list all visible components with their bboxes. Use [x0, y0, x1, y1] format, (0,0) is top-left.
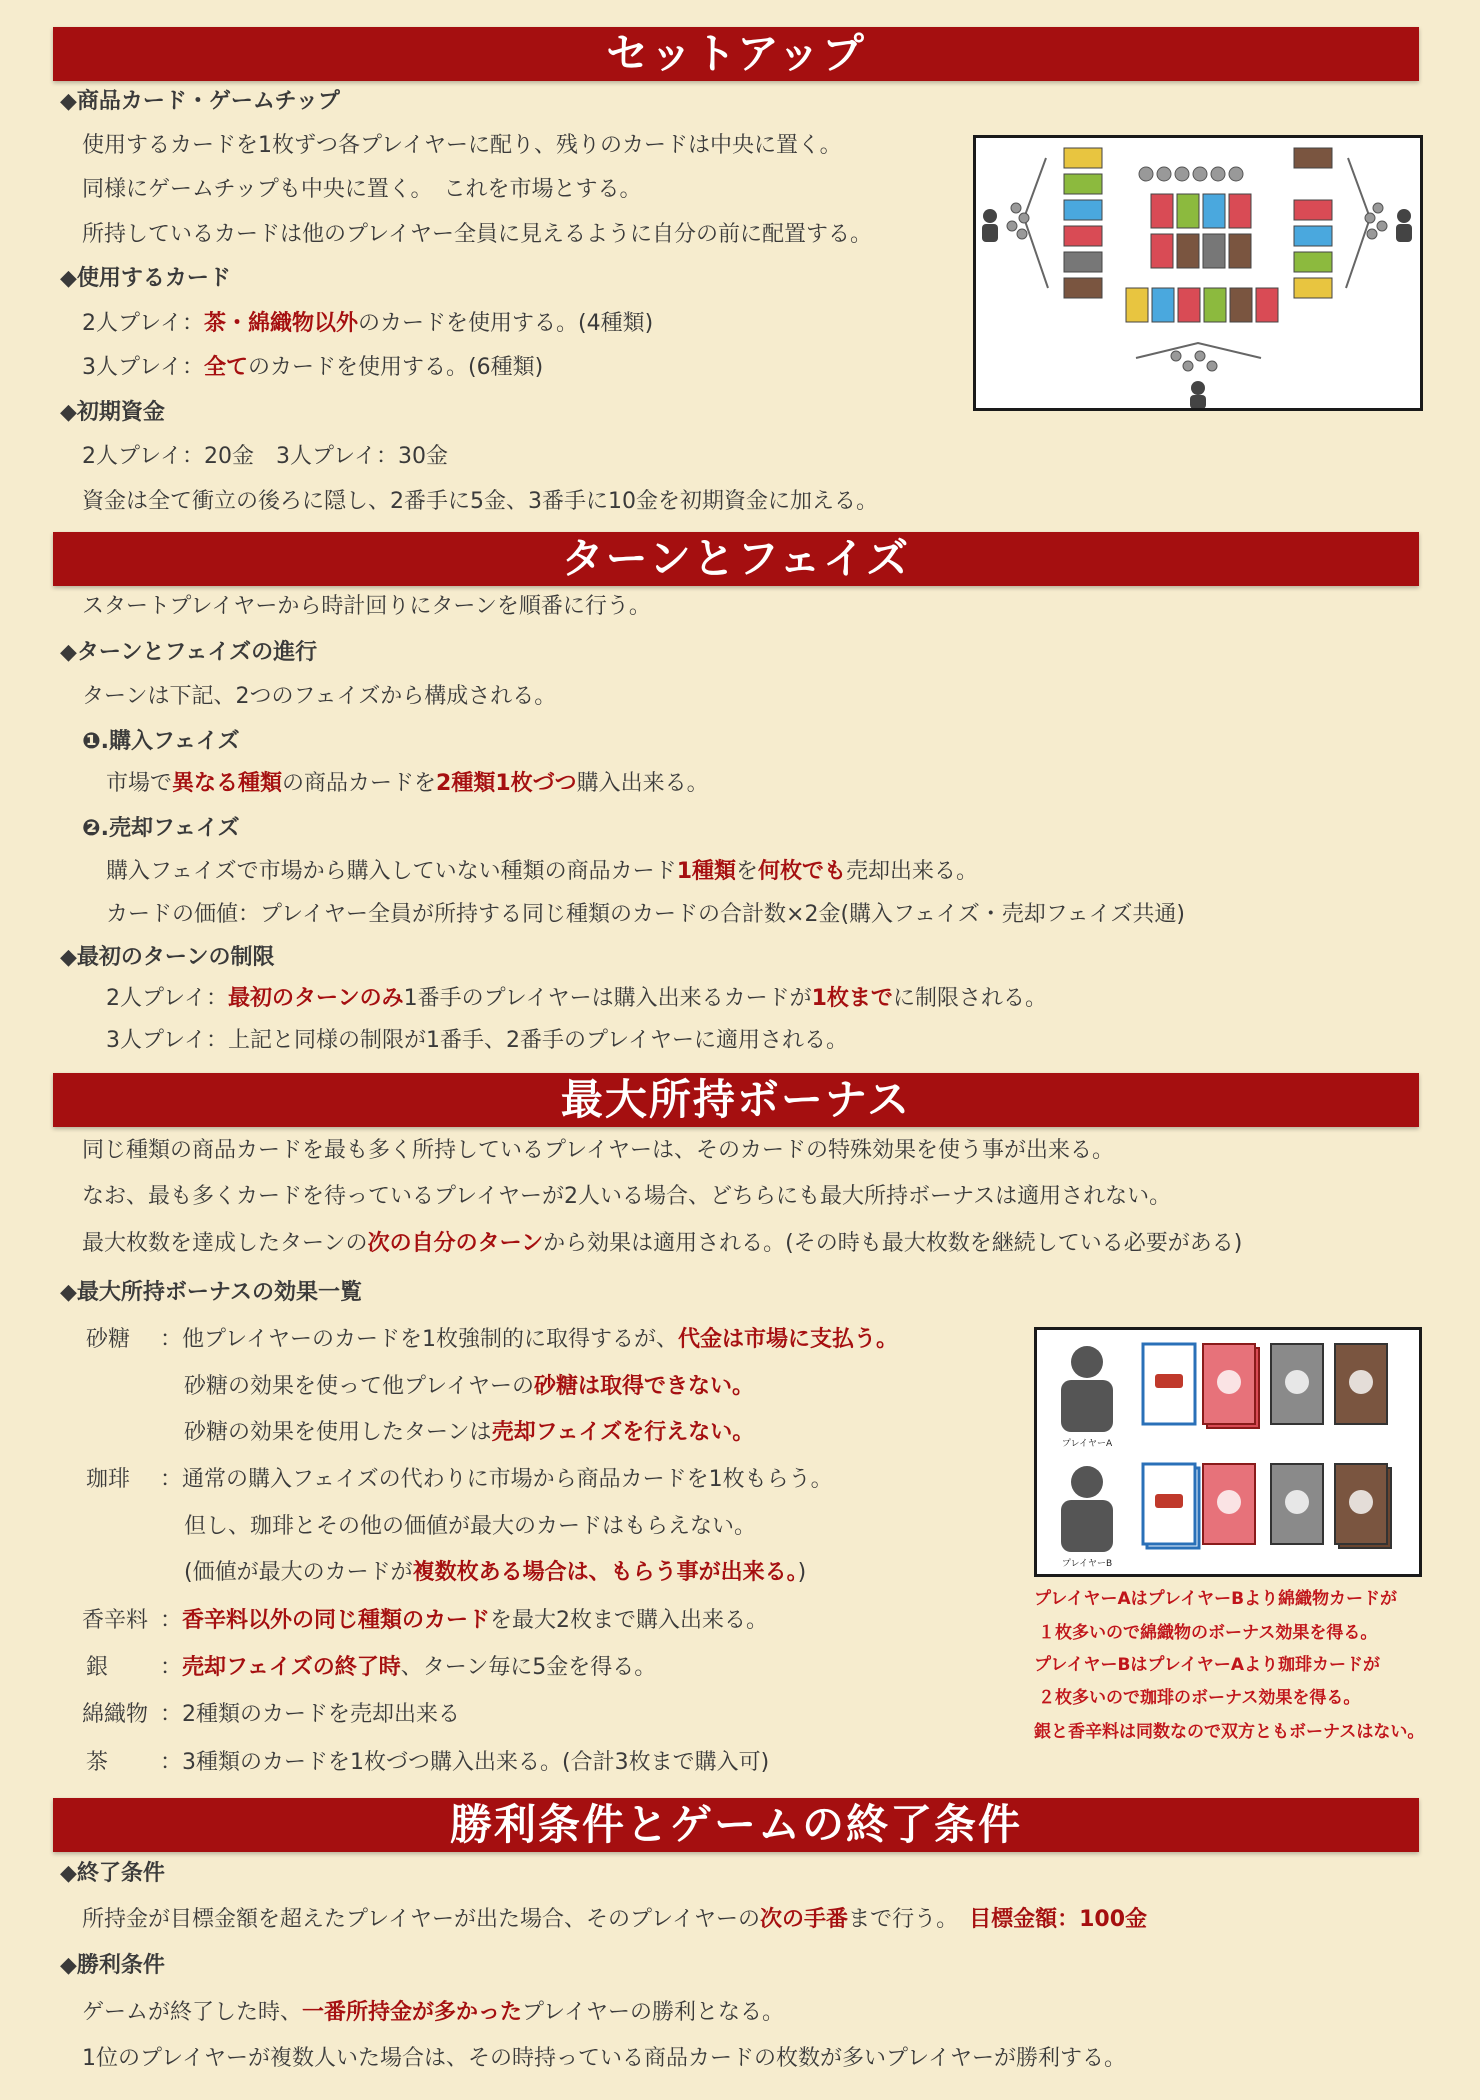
used-cards-3p: 3人プレイ：全てのカードを使用する。(6種類) — [82, 355, 544, 380]
end-condition-text: 所持金が目標金額を超えたプレイヤーが出た場合、そのプレイヤーの次の手番まで行う。 目標金額：100金 — [82, 1907, 1148, 1932]
player-left-icon — [982, 209, 998, 242]
card-value-text: カードの価値：プレイヤー全員が所持する同じ種類のカードの合計数×2金(購入フェイズ・売却フェイズ共通) — [106, 902, 1185, 927]
player-b-icon — [1061, 1466, 1113, 1552]
heading-initial-funds: ◆初期資金 — [60, 400, 165, 425]
example-note-5: 銀と香辛料は同数なので双方ともボーナスはない。 — [1034, 1722, 1425, 1742]
turns-line-1: ターンは下記、2つのフェイズから構成される。 — [82, 684, 557, 709]
example-note-3: プレイヤーBはプレイヤーAより珈琲カードが — [1034, 1655, 1381, 1675]
example-note-2: １枚多いので綿織物のボーナス効果を得る。 — [1038, 1623, 1378, 1643]
setup-line-3: 所持しているカードは他のプレイヤー全員に見えるように自分の前に配置する。 — [82, 222, 873, 247]
heading-win-condition: ◆勝利条件 — [60, 1953, 165, 1978]
first-turn-3p: 3人プレイ：上記と同様の制限が1番手、2番手のプレイヤーに適用される。 — [106, 1028, 849, 1053]
turns-intro: スタートプレイヤーから時計回りにターンを順番に行う。 — [82, 594, 651, 619]
example-note-4: ２枚多いので珈琲のボーナス効果を得る。 — [1038, 1688, 1361, 1708]
tea-effect: ：3種類のカードを1枚づつ購入出来る。(合計3枚まで購入可) — [160, 1750, 770, 1775]
buy-phase-heading: ❶.購入フェイズ — [82, 729, 240, 754]
bonus-line-1: 同じ種類の商品カードを最も多く所持しているプレイヤーは、そのカードの特殊効果を使う事が出来る。 — [82, 1138, 1115, 1163]
coffee-effect-2: 但し、珈琲とその他の価値が最大のカードはもらえない。 — [184, 1514, 757, 1539]
initial-funds: 2人プレイ：20金 3人プレイ：30金 — [82, 444, 449, 469]
player-b-label: プレイヤーB — [1061, 1559, 1113, 1569]
section-title-victory: 勝利条件とゲームの終了条件 — [53, 1798, 1419, 1852]
heading-first-turn: ◆最初のターンの制限 — [60, 945, 275, 970]
coffee-effect: ：通常の購入フェイズの代わりに市場から商品カードを1枚もらう。 — [160, 1467, 833, 1492]
bonus-example-svg — [1037, 1330, 1419, 1574]
silver-label: 銀 — [86, 1655, 109, 1680]
player-bottom-icon — [1190, 381, 1206, 408]
bonus-example-diagram — [1034, 1327, 1422, 1577]
funds-note: 資金は全て衝立の後ろに隠し、2番手に5金、3番手に10金を初期資金に加える。 — [82, 489, 878, 514]
tie-breaker-text: 1位のプレイヤーが複数人いた場合は、その時持っている商品カードの枚数が多いプレイヤーが勝利する。 — [82, 2046, 1127, 2071]
tea-label: 茶 — [86, 1750, 109, 1775]
player-right-icon — [1396, 209, 1412, 242]
heading-turn-progress: ◆ターンとフェイズの進行 — [60, 640, 318, 665]
win-condition-text: ゲームが終了した時、一番所持金が多かったプレイヤーの勝利となる。 — [82, 2000, 785, 2025]
setup-diagram — [973, 135, 1423, 411]
buy-phase-text: 市場で異なる種類の商品カードを2種類1枚づつ購入出来る。 — [106, 771, 709, 796]
sugar-effect: ：他プレイヤーのカードを1枚強制的に取得するが、代金は市場に支払う。 — [160, 1327, 899, 1352]
cotton-label: 綿織物 — [82, 1702, 149, 1727]
coffee-label: 珈琲 — [86, 1467, 131, 1492]
heading-end-condition: ◆終了条件 — [60, 1861, 165, 1886]
silver-effect: ：売却フェイズの終了時、ターン毎に5金を得る。 — [160, 1655, 657, 1680]
heading-bonus-list: ◆最大所持ボーナスの効果一覧 — [60, 1280, 363, 1305]
bonus-line-3: 最大枚数を達成したターンの次の自分のターンから効果は適用される。(その時も最大枚数を継続している必要がある) — [82, 1231, 1243, 1256]
sugar-effect-3: 砂糖の効果を使用したターンは売却フェイズを行えない。 — [184, 1420, 755, 1445]
spice-label: 香辛料 — [82, 1608, 149, 1633]
sell-phase-text: 購入フェイズで市場から購入していない種類の商品カード1種類を何枚でも売却出来る。 — [106, 859, 979, 884]
sell-phase-heading: ❷.売却フェイズ — [82, 816, 240, 841]
first-turn-2p: 2人プレイ：最初のターンのみ1番手のプレイヤーは購入出来るカードが1枚までに制限される。 — [106, 986, 1047, 1011]
player-a-label: プレイヤーA — [1061, 1439, 1113, 1449]
section-title-bonus: 最大所持ボーナス — [53, 1073, 1419, 1127]
heading-used-cards: ◆使用するカード — [60, 266, 231, 291]
bonus-line-2: なお、最も多くカードを待っているプレイヤーが2人いる場合、どちらにも最大所持ボーナスは適用されない。 — [82, 1184, 1172, 1209]
spice-effect: ：香辛料以外の同じ種類のカードを最大2枚まで購入出来る。 — [160, 1608, 769, 1633]
section-title-setup: セットアップ — [53, 27, 1419, 81]
section-title-turns: ターンとフェイズ — [53, 532, 1419, 586]
cotton-effect: ：2種類のカードを売却出来る — [160, 1702, 460, 1727]
sugar-label: 砂糖 — [86, 1327, 131, 1352]
heading-cards-chips: ◆商品カード・ゲームチップ — [60, 89, 340, 114]
coffee-effect-3: (価値が最大のカードが複数枚ある場合は、もらう事が出来る。) — [184, 1560, 807, 1585]
setup-diagram-svg — [976, 138, 1420, 408]
player-a-icon — [1061, 1346, 1113, 1432]
used-cards-2p: 2人プレイ：茶・綿織物以外のカードを使用する。(4種類) — [82, 311, 654, 336]
sugar-effect-2: 砂糖の効果を使って他プレイヤーの砂糖は取得できない。 — [184, 1374, 755, 1399]
setup-line-2: 同様にゲームチップも中央に置く。 これを市場とする。 — [82, 177, 642, 202]
example-note-1: プレイヤーAはプレイヤーBより綿織物カードが — [1034, 1589, 1398, 1609]
setup-line-1: 使用するカードを1枚ずつ各プレイヤーに配り、残りのカードは中央に置く。 — [82, 133, 842, 158]
